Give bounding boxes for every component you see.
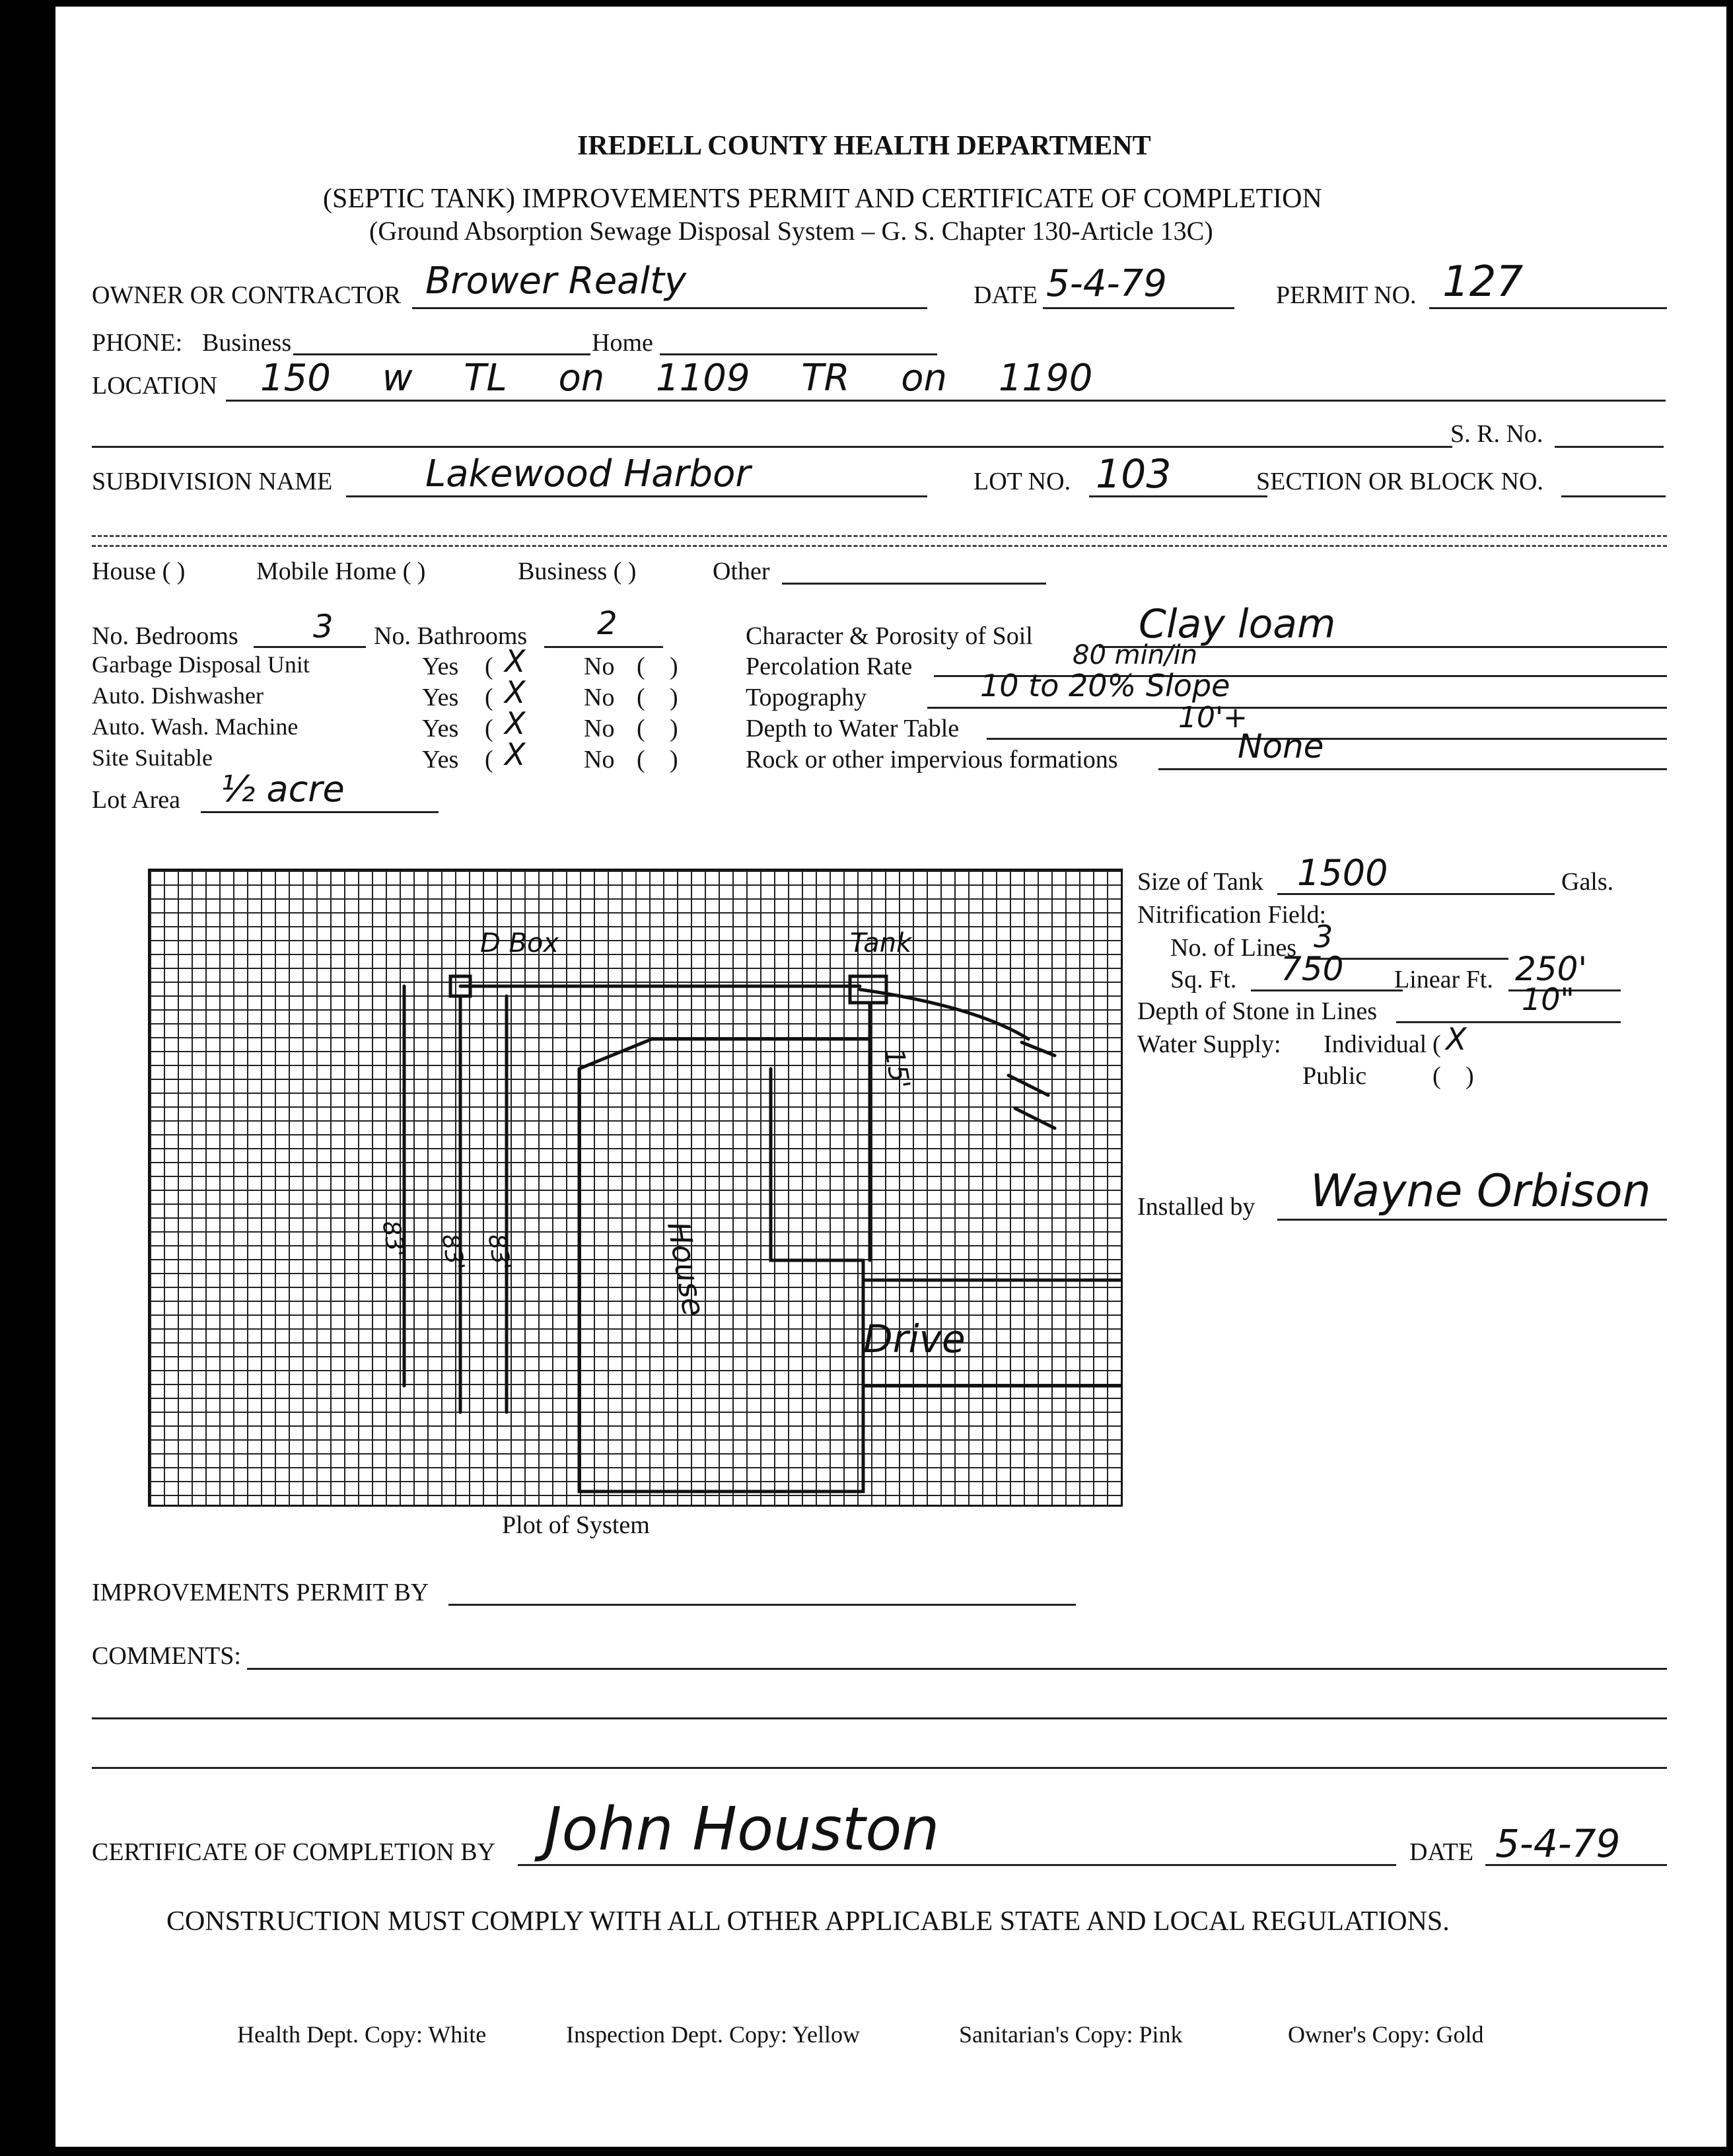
comments-line-3	[92, 1767, 1667, 1769]
copy-health: Health Dept. Copy: White	[237, 2021, 487, 2048]
other-line	[782, 583, 1046, 585]
tank-size-value: 1500	[1297, 852, 1388, 894]
comments-label: COMMENTS:	[92, 1642, 241, 1670]
water-public-open: (	[1432, 1062, 1441, 1090]
site-yes-open: (	[485, 746, 493, 773]
certificate-label: CERTIFICATE OF COMPLETION BY	[92, 1838, 496, 1866]
location-value: 150 w TL on 1109 TR on 1190	[260, 357, 1093, 400]
bathrooms-label: No. Bathrooms	[374, 622, 528, 650]
soil-character-label: Character & Porosity of Soil	[746, 622, 1033, 650]
phone-business-line	[293, 353, 590, 355]
washer-yes-mark[interactable]: X	[505, 705, 526, 741]
site-yes-label: Yes	[422, 746, 459, 773]
other-label: Other	[713, 557, 770, 585]
plot-drive-label: Drive	[863, 1316, 966, 1361]
certificate-date-value: 5-4-79	[1495, 1821, 1621, 1866]
dishwasher-no-label: No	[584, 684, 615, 711]
plot-drawing	[150, 871, 1121, 1505]
linear-label: Linear Ft.	[1394, 966, 1493, 993]
installed-by-line	[1277, 1219, 1667, 1221]
permit-value: 127	[1442, 258, 1524, 306]
percolation-value: 80 min/in	[1073, 640, 1197, 670]
washer-no-close: )	[670, 715, 678, 742]
water-individual-open: (	[1432, 1030, 1441, 1058]
site-suitable-label: Site Suitable	[92, 744, 213, 771]
tank-size-line	[1277, 893, 1555, 895]
location-label: LOCATION	[92, 372, 217, 400]
date-value: 5-4-79	[1046, 262, 1167, 305]
business-option[interactable]: Business ( )	[518, 557, 637, 585]
certificate-date-line	[1485, 1864, 1667, 1866]
form-subtitle: (Ground Absorption Sewage Disposal System – G. S. Chapter 130-Article 13C)	[369, 216, 1213, 246]
section-label: SECTION OR BLOCK NO.	[1256, 468, 1543, 495]
installed-by-label: Installed by	[1137, 1193, 1256, 1221]
certificate-signature: John Houston	[544, 1795, 940, 1864]
linear-value: 250'	[1515, 950, 1588, 988]
department-heading: IREDELL COUNTY HEALTH DEPARTMENT	[577, 131, 1151, 161]
copy-inspection: Inspection Dept. Copy: Yellow	[566, 2021, 860, 2048]
nitrification-label: Nitrification Field:	[1137, 901, 1327, 929]
lot-area-label: Lot Area	[92, 786, 181, 814]
plot-grid	[148, 869, 1123, 1507]
divider-1	[92, 535, 1667, 537]
dishwasher-label: Auto. Dishwasher	[92, 682, 264, 709]
bathrooms-value: 2	[597, 605, 618, 642]
washer-label: Auto. Wash. Machine	[92, 713, 299, 740]
lot-no-line	[1089, 495, 1267, 497]
stone-depth-line	[1396, 1021, 1621, 1023]
washer-no-open: (	[637, 715, 645, 742]
improvements-permit-label: IMPROVEMENTS PERMIT BY	[92, 1579, 429, 1606]
topography-value: 10 to 20% Slope	[980, 668, 1230, 703]
form-title: (SEPTIC TANK) IMPROVEMENTS PERMIT AND CERTIFICATE OF COMPLETION	[323, 184, 1322, 214]
bedrooms-label: No. Bedrooms	[92, 622, 238, 650]
dishwasher-no-close: )	[670, 684, 678, 711]
house-right-wall	[771, 1069, 863, 1260]
plot-line-length-label-3: 83'	[482, 1231, 516, 1273]
divider-2	[92, 545, 1667, 547]
garbage-no-open: (	[637, 653, 645, 680]
bedrooms-value: 3	[313, 608, 334, 645]
copy-owner: Owner's Copy: Gold	[1288, 2021, 1484, 2048]
improvements-permit-line	[448, 1604, 1076, 1606]
subdivision-label: SUBDIVISION NAME	[92, 468, 333, 495]
garbage-yes-mark[interactable]: X	[505, 643, 526, 679]
rock-line	[1158, 768, 1667, 770]
phone-label: PHONE:	[92, 329, 183, 357]
compliance-notice: CONSTRUCTION MUST COMPLY WITH ALL OTHER APPLICABLE STATE AND LOCAL REGULATIONS.	[166, 1906, 1450, 1937]
plot-line-length-label-2: 83'	[436, 1231, 470, 1273]
plot-tank-label: Tank	[850, 928, 912, 958]
comments-line-1	[247, 1668, 1667, 1670]
permit-line	[1429, 307, 1667, 309]
site-no-close: )	[670, 746, 678, 773]
house-option[interactable]: House ( )	[92, 557, 186, 585]
sqft-label: Sq. Ft.	[1170, 966, 1237, 993]
water-table-line	[987, 738, 1667, 740]
lines-value: 3	[1314, 919, 1333, 954]
date-line	[1043, 307, 1234, 309]
date-label: DATE	[973, 281, 1038, 309]
certificate-date-label: DATE	[1409, 1838, 1474, 1866]
garbage-no-label: No	[584, 653, 615, 680]
stone-depth-label: Depth of Stone in Lines	[1137, 997, 1378, 1025]
tank-unit: Gals.	[1561, 868, 1614, 896]
washer-yes-open: (	[485, 715, 493, 742]
sr-no-label: S. R. No.	[1450, 420, 1543, 448]
sr-no-line	[1555, 446, 1664, 448]
topography-label: Topography	[746, 684, 867, 711]
location-line-2	[92, 446, 1452, 448]
site-yes-mark[interactable]: X	[505, 737, 526, 772]
stone-depth-value: 10"	[1522, 982, 1574, 1017]
dishwasher-no-open: (	[637, 684, 645, 711]
garbage-yes-open: (	[485, 653, 493, 680]
plot-line-length-label-1: 83'	[376, 1218, 410, 1260]
phone-home-label: Home	[592, 329, 653, 357]
owner-line	[412, 307, 927, 309]
installed-by-value: Wayne Orbison	[1310, 1165, 1651, 1217]
subdivision-line	[346, 495, 927, 497]
lot-no-value: 103	[1096, 451, 1172, 497]
water-table-value: 10'+	[1178, 701, 1248, 735]
phone-home-line	[660, 353, 937, 355]
bedrooms-line	[254, 646, 366, 648]
plot-house-label: House	[660, 1219, 713, 1319]
dishwasher-yes-open: (	[485, 684, 493, 711]
percolation-label: Percolation Rate	[746, 653, 913, 680]
certificate-line	[518, 1864, 1396, 1866]
garbage-label: Garbage Disposal Unit	[92, 651, 310, 678]
phone-business-label: Business	[202, 329, 292, 357]
soil-character-value: Clay loam	[1139, 601, 1336, 647]
plot-distance-label: 15'	[878, 1046, 915, 1092]
bathrooms-line	[544, 646, 663, 648]
dishwasher-yes-mark[interactable]: X	[505, 674, 526, 710]
site-no-open: (	[637, 746, 645, 773]
field-hatch	[1008, 1042, 1055, 1128]
garbage-yes-label: Yes	[422, 653, 459, 680]
lot-area-line	[201, 811, 439, 813]
owner-label: OWNER OR CONTRACTOR	[92, 281, 401, 309]
location-line	[226, 400, 1666, 402]
rock-label: Rock or other impervious formations	[746, 746, 1118, 773]
washer-no-label: No	[584, 715, 615, 742]
sqft-value: 750	[1281, 950, 1344, 988]
dishwasher-yes-label: Yes	[422, 684, 459, 711]
permit-label: PERMIT NO.	[1276, 281, 1417, 309]
site-no-label: No	[584, 746, 615, 773]
plot-caption: Plot of System	[502, 1511, 650, 1539]
water-public-close: )	[1466, 1062, 1474, 1090]
lines-label: No. of Lines	[1170, 934, 1297, 962]
water-individual-mark[interactable]: X	[1446, 1021, 1467, 1057]
washer-yes-label: Yes	[422, 715, 459, 742]
plot-dbox-label: D Box	[480, 928, 559, 958]
house-outline	[579, 1003, 870, 1491]
rock-value: None	[1238, 727, 1324, 766]
subdivision-value: Lakewood Harbor	[425, 452, 751, 495]
water-supply-label: Water Supply:	[1137, 1030, 1281, 1058]
tank-size-label: Size of Tank	[1137, 868, 1263, 896]
garbage-no-close: )	[670, 653, 678, 680]
water-table-label: Depth to Water Table	[746, 715, 960, 742]
permit-form	[55, 7, 1726, 2147]
water-individual-label: Individual	[1324, 1030, 1427, 1058]
lot-no-label: LOT NO.	[973, 468, 1071, 495]
owner-value: Brower Realty	[425, 260, 687, 303]
mobile-home-option[interactable]: Mobile Home ( )	[256, 557, 426, 585]
sqft-line	[1251, 989, 1403, 991]
copy-sanitarian: Sanitarian's Copy: Pink	[959, 2021, 1183, 2048]
water-public-label: Public	[1302, 1062, 1367, 1090]
lot-area-value: ½ acre	[221, 768, 345, 810]
comments-line-2	[92, 1717, 1667, 1719]
section-line	[1561, 495, 1666, 497]
topography-line	[927, 707, 1667, 709]
